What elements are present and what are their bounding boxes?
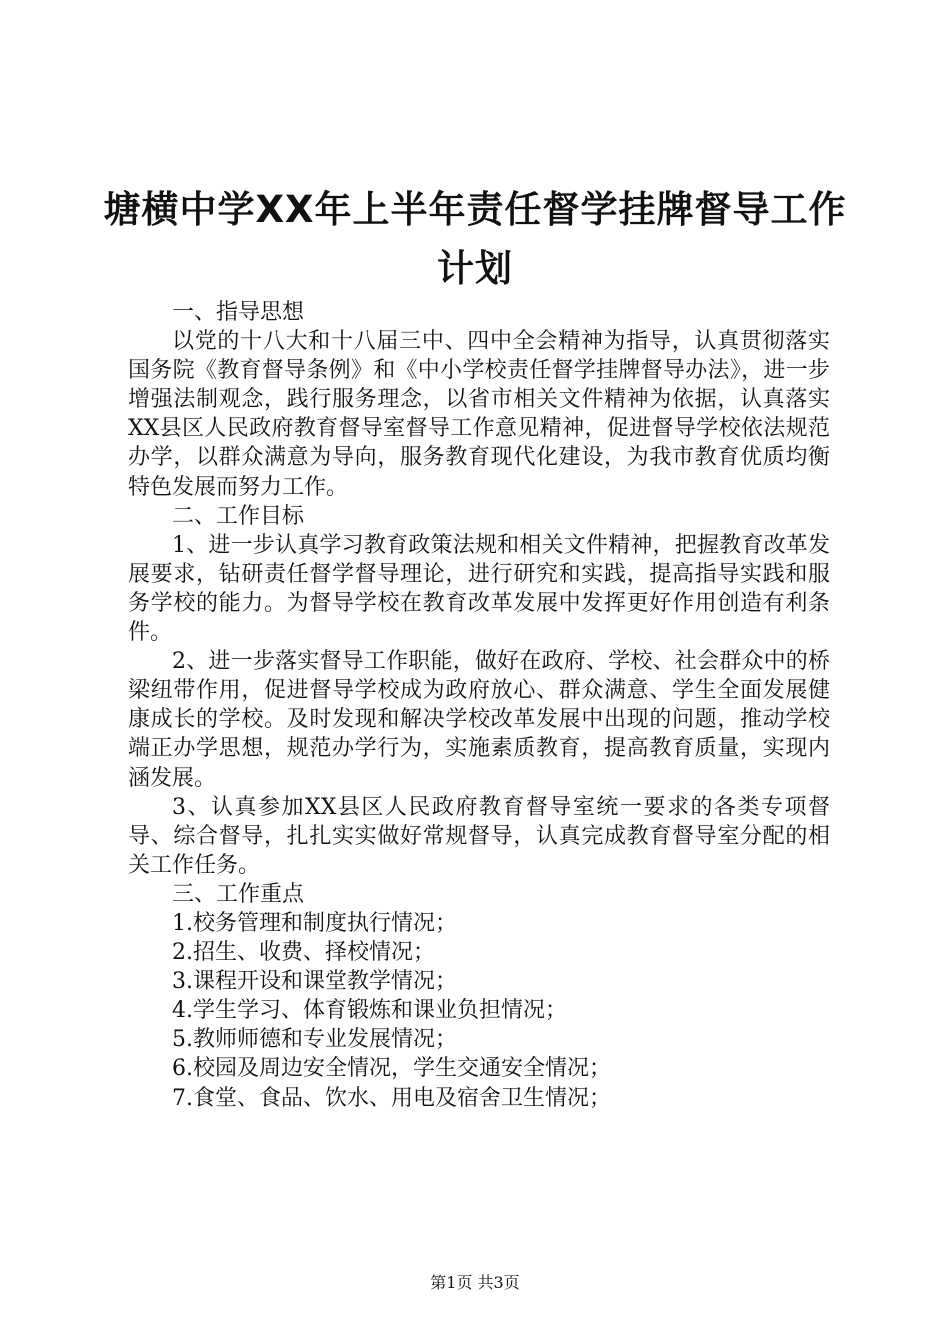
- section-heading-guiding-ideology: 一、指导思想: [172, 300, 305, 325]
- section-heading-work-goals: 二、工作目标: [172, 503, 305, 529]
- section-heading-work-focus: 三、工作重点: [172, 881, 305, 907]
- paragraph-goal-3: 3、认真参加XX县区人民政府教育督导室统一要求的各类专项督导、综合督导，扎扎实实做好常规督导，认真完成教育督导室分配的相关工作任务。: [128, 794, 830, 878]
- paragraph-goal-1: 1、进一步认真学习教育政策法规和相关文件精神，把握教育改革发展要求，钻研责任督学督导理论，进行研究和实践，提高指导实践和服务学校的能力。为督导学校在教育改革发展中发挥更好作用创造有利条件。: [128, 532, 830, 646]
- list-item: 6.校园及周边安全情况，学生交通安全情况；: [172, 1056, 611, 1082]
- paragraph-goal-2: 2、进一步落实督导工作职能，做好在政府、学校、社会群众中的桥梁纽带作用，促进督导学校成为政府放心、群众满意、学生全面发展健康成长的学校。及时发现和解决学校改革发展中出现的问题，推动学校端正办学思想，规范办学行为，实施素质教育，提高教育质量，实现内涵发展。: [128, 649, 830, 791]
- list-item: 5.教师师德和专业发展情况；: [172, 1027, 457, 1053]
- list-item: 2.招生、收费、择校情况；: [172, 940, 435, 966]
- list-item: 1.校务管理和制度执行情况；: [172, 910, 457, 936]
- list-item: 4.学生学习、体育锻炼和课业负担情况；: [172, 998, 567, 1024]
- page-footer: 第1页 共3页: [430, 1273, 520, 1292]
- list-item: 7.食堂、食品、饮水、用电及宿舍卫生情况；: [172, 1085, 611, 1111]
- document-title-line-1: 塘横中学XX年上半年责任督学挂牌督导工作: [103, 188, 847, 231]
- document-title-line-2: 计划: [437, 247, 513, 290]
- list-item: 3.课程开设和课堂教学情况；: [172, 969, 457, 995]
- paragraph-guiding-ideology: 以党的十八大和十八届三中、四中全会精神为指导，认真贯彻落实国务院《教育督导条例》和《中小学校责任督学挂牌督导办法》，进一步增强法制观念，践行服务理念，以省市相关文件精神为依据，认真落实XX县区人民政府教育督导室督导工作意见精神，促进督导学校依法规范办学，以群众满意为导向，服务教育现代化建设，为我市教育优质均衡特色发展而努力工作。: [128, 329, 830, 500]
- document-body: [128, 298, 830, 1113]
